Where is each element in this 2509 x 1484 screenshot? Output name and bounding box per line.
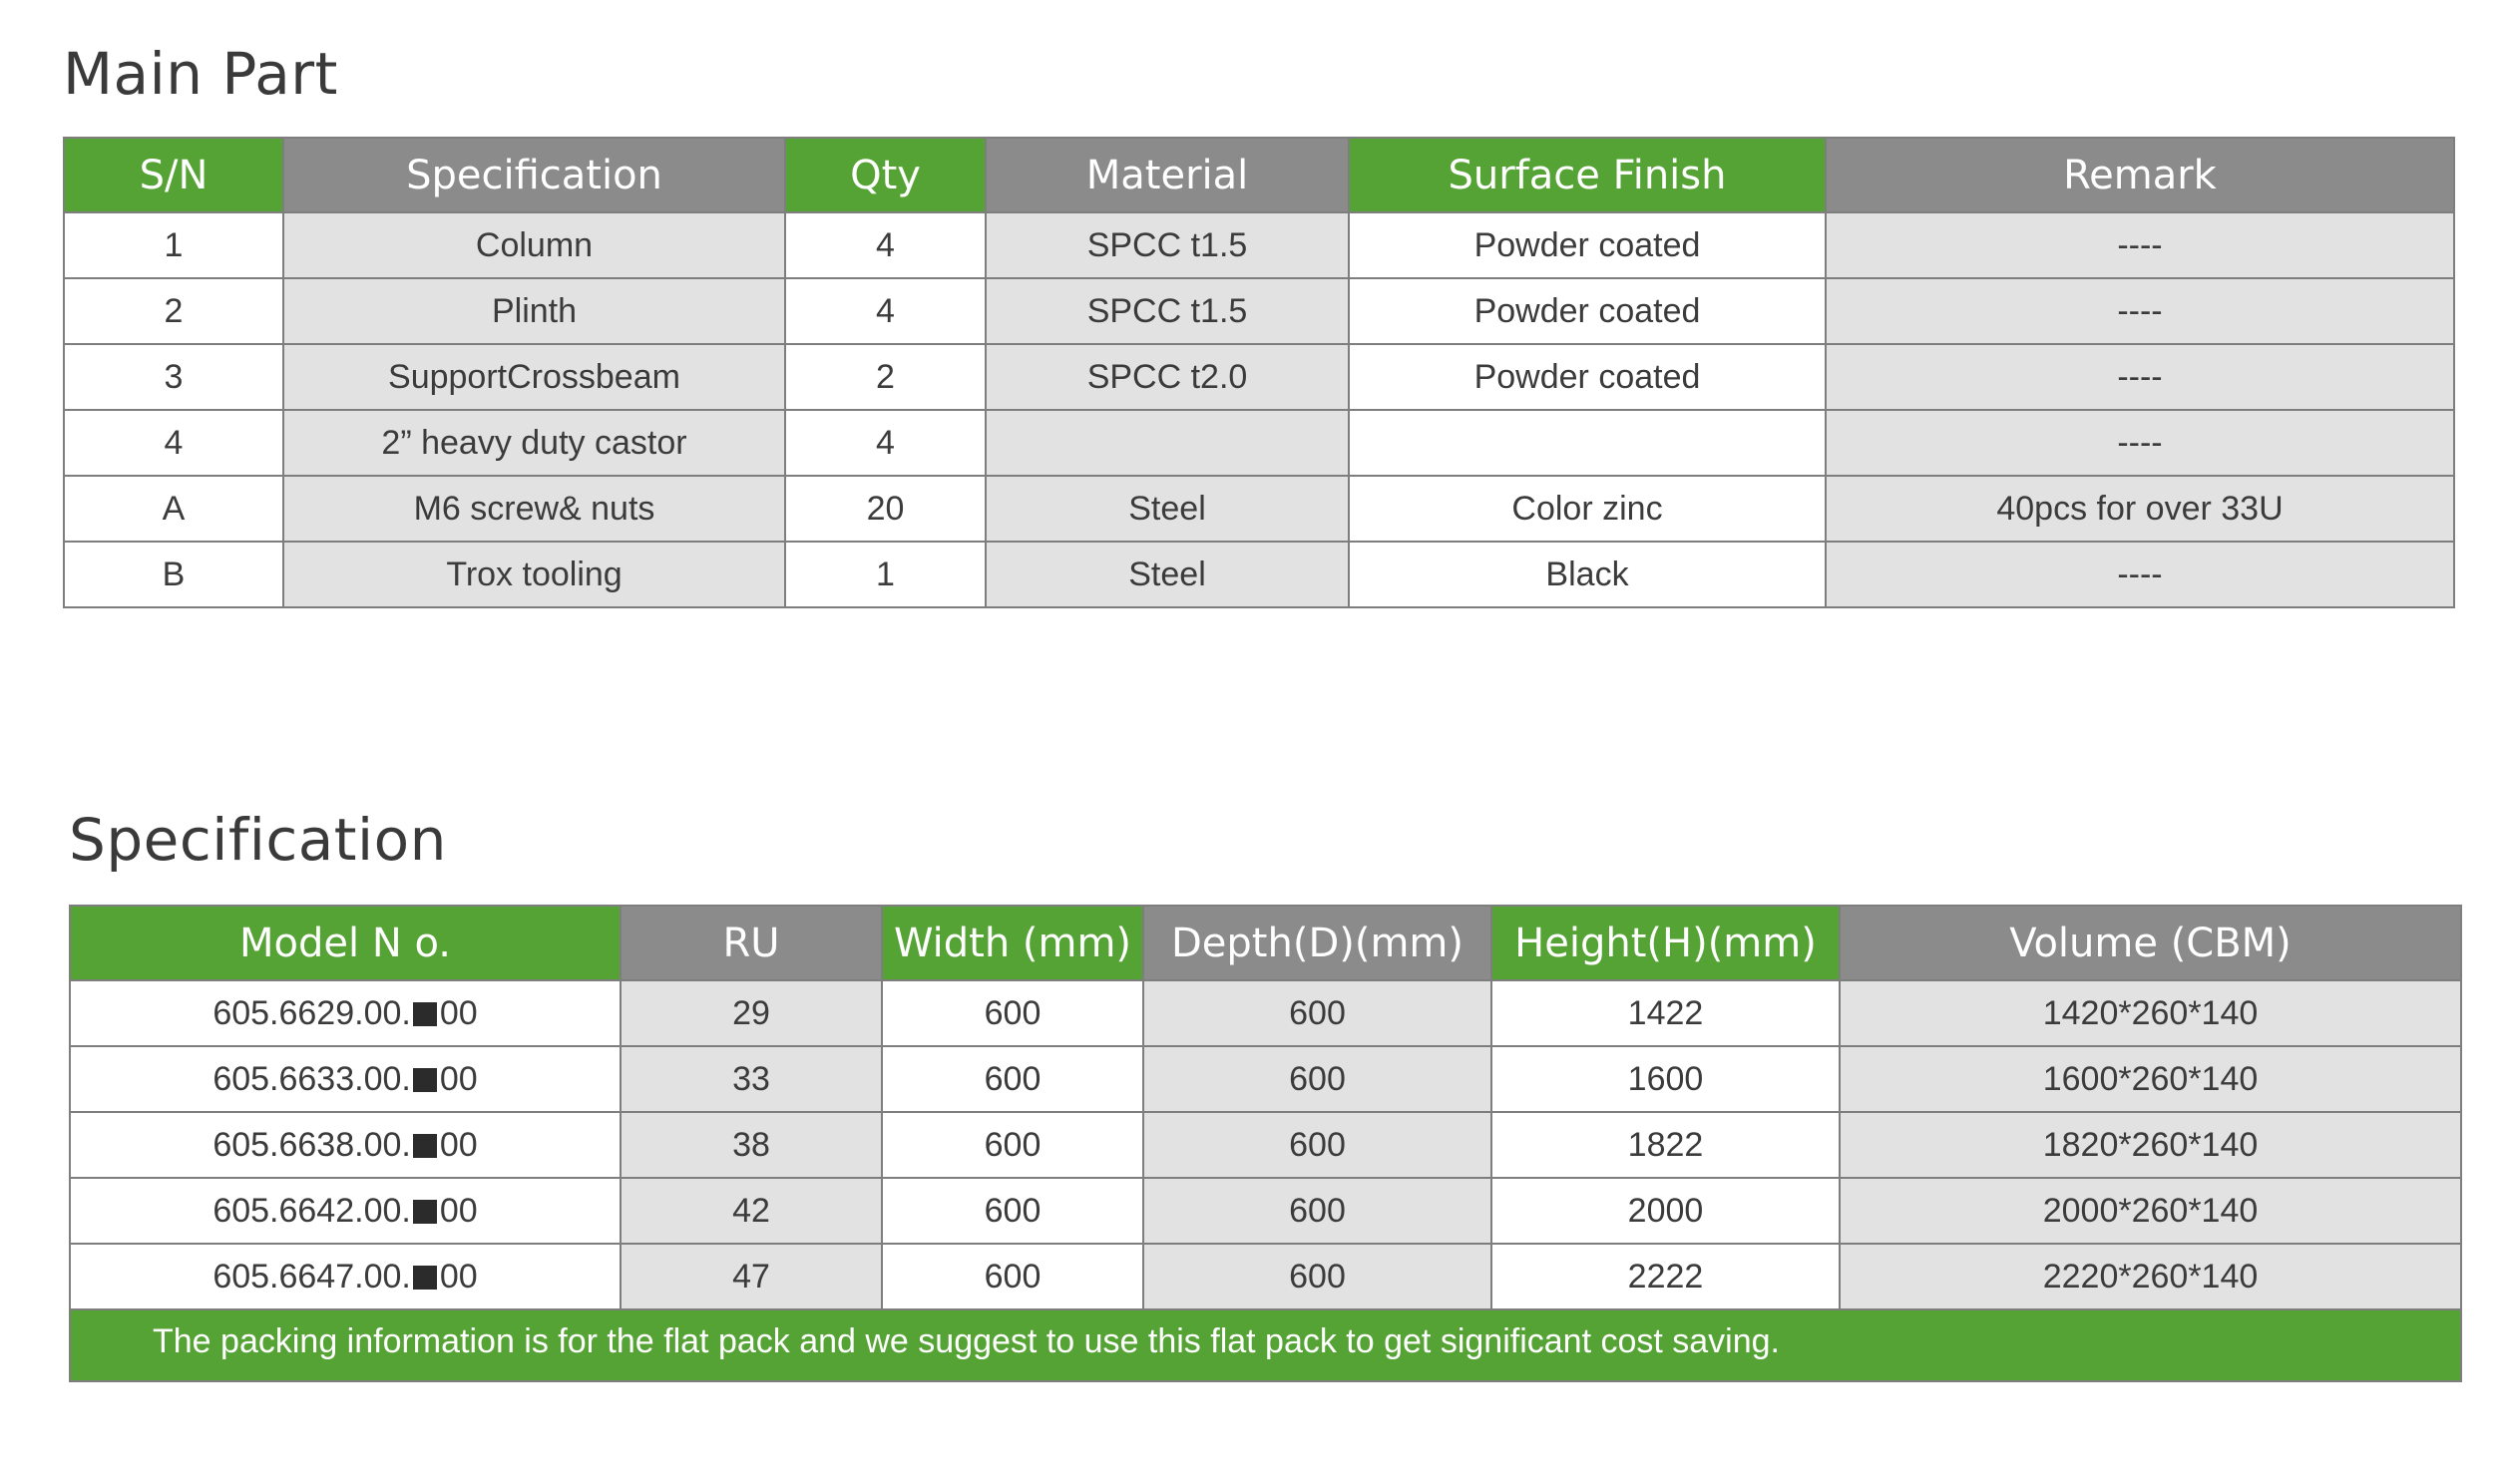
- col-header-sn: S/N: [64, 138, 283, 212]
- cell-width: 600: [882, 1244, 1143, 1309]
- cell-depth: 600: [1143, 1244, 1491, 1309]
- col-header-volume: Volume (CBM): [1840, 906, 2461, 980]
- cell-volume: 2220*260*140: [1840, 1244, 2461, 1309]
- cell-height: 1600: [1491, 1046, 1840, 1112]
- cell-specification: M6 screw& nuts: [283, 476, 785, 542]
- col-header-height: Height(H)(mm): [1491, 906, 1840, 980]
- cell-ru: 33: [621, 1046, 882, 1112]
- cell-volume: 1820*260*140: [1840, 1112, 2461, 1178]
- cell-surface-finish: [1349, 410, 1826, 476]
- packing-note: The packing information is for the flat pack and we suggest to use this flat pack to get significant cost saving.: [70, 1309, 2461, 1381]
- table-row: [70, 1046, 2461, 1112]
- model-prefix: 605.6638.00.: [212, 1125, 411, 1164]
- cell-specification: Trox tooling: [283, 542, 785, 607]
- cell-surface-finish: Powder coated: [1349, 212, 1826, 278]
- model-suffix: 00: [439, 1125, 478, 1164]
- cell-ru: 38: [621, 1112, 882, 1178]
- cell-depth: 600: [1143, 1178, 1491, 1244]
- square-placeholder-icon: [413, 1068, 437, 1092]
- cell-width: 600: [882, 1046, 1143, 1112]
- cell-width: 600: [882, 1178, 1143, 1244]
- cell-qty: 2: [785, 344, 986, 410]
- cell-ru: 42: [621, 1178, 882, 1244]
- cell-sn: B: [64, 542, 283, 607]
- cell-ru: 47: [621, 1244, 882, 1309]
- cell-material: SPCC t1.5: [986, 278, 1349, 344]
- cell-model-no: [70, 980, 621, 1046]
- cell-volume: 1600*260*140: [1840, 1046, 2461, 1112]
- main-part-header-row: [64, 138, 2454, 212]
- specification-table: [69, 905, 2462, 1382]
- model-suffix: 00: [439, 993, 478, 1032]
- cell-remark: 40pcs for over 33U: [1826, 476, 2454, 542]
- cell-remark: ----: [1826, 278, 2454, 344]
- cell-height: 1822: [1491, 1112, 1840, 1178]
- cell-qty: 20: [785, 476, 986, 542]
- cell-material: SPCC t1.5: [986, 212, 1349, 278]
- table-row: [64, 344, 2454, 410]
- table-row: [64, 212, 2454, 278]
- cell-qty: 4: [785, 278, 986, 344]
- col-header-material: Material: [986, 138, 1349, 212]
- table-row: [64, 476, 2454, 542]
- cell-material: SPCC t2.0: [986, 344, 1349, 410]
- cell-sn: 3: [64, 344, 283, 410]
- cell-surface-finish: Color zinc: [1349, 476, 1826, 542]
- table-row: [64, 542, 2454, 607]
- specification-header-row: [70, 906, 2461, 980]
- cell-specification: Plinth: [283, 278, 785, 344]
- table-row: [70, 1112, 2461, 1178]
- square-placeholder-icon: [413, 1266, 437, 1290]
- cell-qty: 4: [785, 410, 986, 476]
- cell-surface-finish: Powder coated: [1349, 278, 1826, 344]
- cell-model-no: [70, 1178, 621, 1244]
- cell-ru: 29: [621, 980, 882, 1046]
- cell-remark: ----: [1826, 344, 2454, 410]
- cell-model-no: [70, 1244, 621, 1309]
- cell-height: 2222: [1491, 1244, 1840, 1309]
- model-suffix: 00: [439, 1191, 478, 1230]
- cell-sn: A: [64, 476, 283, 542]
- col-header-surface-finish: Surface Finish: [1349, 138, 1826, 212]
- main-part-table: [63, 137, 2455, 608]
- cell-qty: 4: [785, 212, 986, 278]
- specification-title: Specification: [69, 806, 447, 874]
- square-placeholder-icon: [413, 1002, 437, 1026]
- cell-sn: 4: [64, 410, 283, 476]
- cell-sn: 1: [64, 212, 283, 278]
- cell-width: 600: [882, 1112, 1143, 1178]
- model-prefix: 605.6633.00.: [212, 1059, 411, 1098]
- cell-sn: 2: [64, 278, 283, 344]
- col-header-specification: Specification: [283, 138, 785, 212]
- square-placeholder-icon: [413, 1200, 437, 1224]
- main-part-title: Main Part: [63, 40, 338, 108]
- table-row: [64, 278, 2454, 344]
- col-header-ru: RU: [621, 906, 882, 980]
- cell-volume: 2000*260*140: [1840, 1178, 2461, 1244]
- col-header-width: Width (mm): [882, 906, 1143, 980]
- square-placeholder-icon: [413, 1134, 437, 1158]
- cell-height: 1422: [1491, 980, 1840, 1046]
- cell-model-no: [70, 1112, 621, 1178]
- model-suffix: 00: [439, 1059, 478, 1098]
- cell-material: [986, 410, 1349, 476]
- cell-remark: ----: [1826, 212, 2454, 278]
- col-header-model-no: Model N o.: [70, 906, 621, 980]
- model-prefix: 605.6647.00.: [212, 1257, 411, 1296]
- cell-model-no: [70, 1046, 621, 1112]
- table-row: [70, 1244, 2461, 1309]
- model-suffix: 00: [439, 1257, 478, 1296]
- cell-depth: 600: [1143, 1046, 1491, 1112]
- model-prefix: 605.6642.00.: [212, 1191, 411, 1230]
- col-header-remark: Remark: [1826, 138, 2454, 212]
- cell-surface-finish: Black: [1349, 542, 1826, 607]
- table-row: [70, 980, 2461, 1046]
- cell-remark: ----: [1826, 542, 2454, 607]
- cell-height: 2000: [1491, 1178, 1840, 1244]
- cell-volume: 1420*260*140: [1840, 980, 2461, 1046]
- cell-material: Steel: [986, 476, 1349, 542]
- col-header-depth: Depth(D)(mm): [1143, 906, 1491, 980]
- cell-depth: 600: [1143, 1112, 1491, 1178]
- table-row: [64, 410, 2454, 476]
- packing-note-row: [70, 1309, 2461, 1381]
- cell-specification: Column: [283, 212, 785, 278]
- cell-width: 600: [882, 980, 1143, 1046]
- cell-specification: SupportCrossbeam: [283, 344, 785, 410]
- cell-material: Steel: [986, 542, 1349, 607]
- cell-remark: ----: [1826, 410, 2454, 476]
- cell-depth: 600: [1143, 980, 1491, 1046]
- model-prefix: 605.6629.00.: [212, 993, 411, 1032]
- col-header-qty: Qty: [785, 138, 986, 212]
- cell-specification: 2” heavy duty castor: [283, 410, 785, 476]
- cell-qty: 1: [785, 542, 986, 607]
- cell-surface-finish: Powder coated: [1349, 344, 1826, 410]
- table-row: [70, 1178, 2461, 1244]
